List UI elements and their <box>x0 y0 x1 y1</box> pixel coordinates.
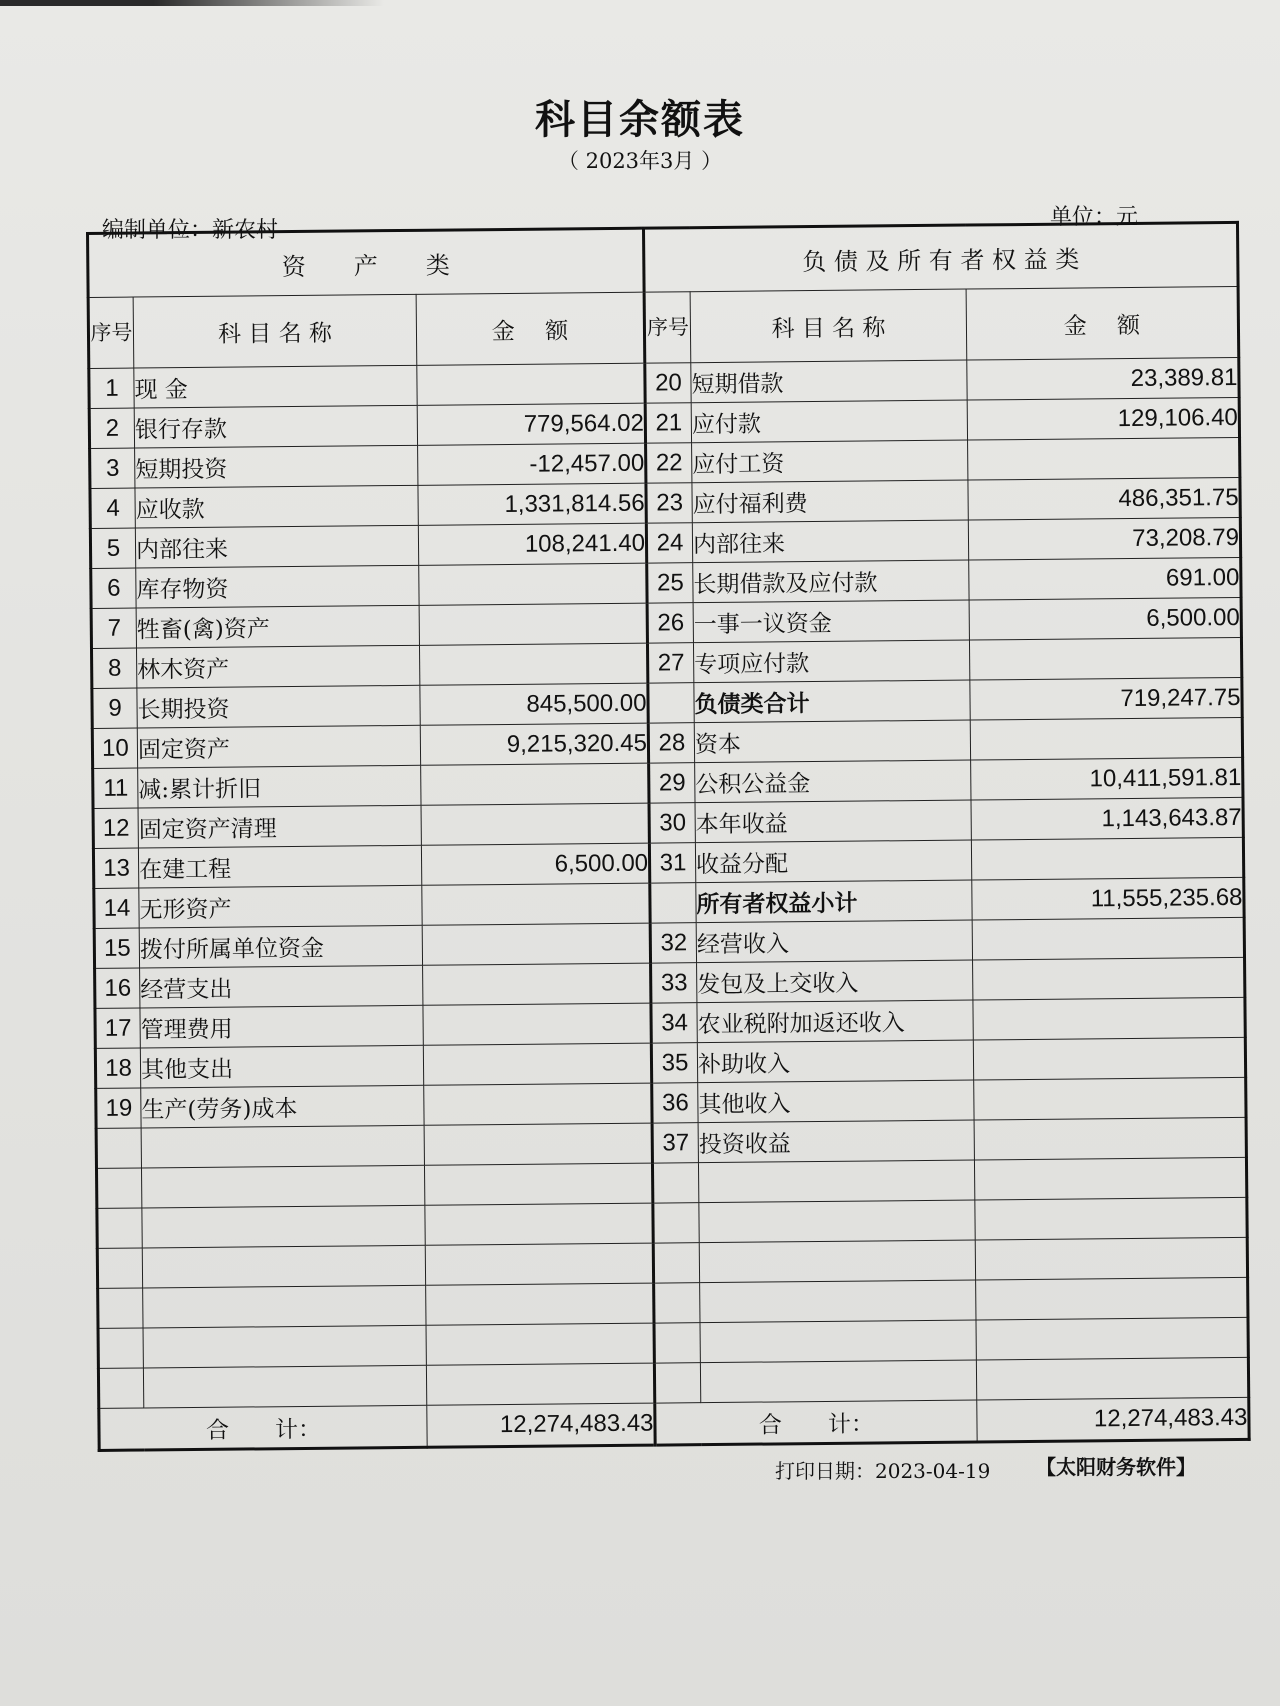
assets-seq-cell: 19 <box>96 1088 141 1128</box>
liabilities-name-cell: 内部往来 <box>692 520 968 563</box>
assets-name-cell <box>141 1165 424 1208</box>
liabilities-amount-cell <box>973 1037 1245 1080</box>
liabilities-amount-cell: 691.00 <box>969 557 1241 600</box>
currency-unit: 单位：元 <box>1050 205 1139 230</box>
assets-name-cell <box>142 1245 425 1288</box>
liabilities-amount-cell: 486,351.75 <box>968 477 1240 520</box>
liabilities-amount-cell: 10,411,591.81 <box>971 757 1243 800</box>
assets-seq-cell: 1 <box>89 368 134 408</box>
liabilities-name-cell <box>699 1200 975 1243</box>
software-name: 【太阳财务软件】 <box>1036 1455 1196 1479</box>
assets-name-cell <box>141 1125 424 1168</box>
assets-seq-cell <box>96 1128 141 1168</box>
assets-amount-cell <box>426 1323 654 1365</box>
assets-name-cell: 应收款 <box>135 485 418 528</box>
assets-amount-cell: 108,241.40 <box>418 523 646 565</box>
liabilities-seq-cell <box>653 1203 699 1243</box>
liabilities-name-cell: 应付款 <box>691 400 967 443</box>
liabilities-seq-cell: 23 <box>646 483 692 523</box>
liabilities-seq-cell: 27 <box>647 643 693 683</box>
assets-seq-cell: 7 <box>91 608 136 648</box>
liabilities-name-cell: 农业税附加返还收入 <box>697 1000 973 1043</box>
assets-amount-cell <box>419 603 647 645</box>
assets-name-cell: 固定资产清理 <box>138 805 421 848</box>
assets-seq-cell: 18 <box>95 1048 140 1088</box>
liabilities-amount-cell: 129,106.40 <box>967 397 1239 440</box>
liabilities-amount-cell <box>974 1157 1246 1200</box>
balance-sheet <box>86 221 1248 1464</box>
liabilities-amount-cell <box>969 637 1241 680</box>
assets-seq-cell: 13 <box>93 848 138 888</box>
assets-seq-cell: 17 <box>95 1008 140 1048</box>
liabilities-name-header: 科 目 名 称 <box>690 289 967 363</box>
liabilities-seq-cell: 37 <box>652 1123 698 1163</box>
assets-seq-cell: 11 <box>93 768 138 808</box>
liabilities-seq-cell: 32 <box>650 923 696 963</box>
assets-seq-cell <box>97 1208 142 1248</box>
assets-name-cell: 经营支出 <box>140 965 423 1008</box>
assets-name-cell: 在建工程 <box>138 845 421 888</box>
liabilities-amount-cell <box>976 1357 1248 1400</box>
liabilities-name-cell: 应付工资 <box>692 440 968 483</box>
assets-name-cell: 银行存款 <box>134 405 417 448</box>
assets-name-cell: 现 金 <box>134 365 417 408</box>
liabilities-seq-cell <box>653 1243 699 1283</box>
liabilities-seq-cell: 29 <box>649 763 695 803</box>
assets-group-header: 资 产 类 <box>88 228 645 297</box>
liabilities-seq-cell <box>648 683 694 723</box>
assets-name-cell: 长期投资 <box>137 685 420 728</box>
assets-name-cell: 其他支出 <box>140 1045 423 1088</box>
liabilities-seq-cell: 25 <box>647 563 693 603</box>
assets-amount-cell <box>426 1283 654 1325</box>
assets-amount-cell <box>419 643 647 685</box>
liabilities-seq-cell: 33 <box>651 963 697 1003</box>
assets-amount-cell <box>424 1083 652 1125</box>
assets-seq-cell: 12 <box>93 808 138 848</box>
assets-seq-cell <box>98 1368 143 1408</box>
assets-amount-cell <box>423 1043 651 1085</box>
liabilities-seq-cell: 26 <box>647 603 693 643</box>
liabilities-seq-cell <box>650 883 696 923</box>
assets-amount-cell <box>424 1163 652 1205</box>
assets-total-label: 合 计： <box>99 1405 427 1450</box>
liabilities-name-cell: 长期借款及应付款 <box>693 560 969 603</box>
assets-amount-cell: -12,457.00 <box>418 443 646 485</box>
liabilities-seq-cell: 31 <box>649 843 695 883</box>
liabilities-seq-cell: 22 <box>646 443 692 483</box>
assets-name-header: 科 目 名 称 <box>133 294 417 368</box>
liabilities-amount-cell: 11,555,235.68 <box>972 877 1244 920</box>
liabilities-amount-cell <box>971 837 1243 880</box>
liabilities-total-amount: 12,274,483.43 <box>977 1397 1249 1442</box>
assets-seq-cell <box>98 1288 143 1328</box>
liabilities-name-cell: 收益分配 <box>695 840 971 883</box>
assets-amount-cell: 779,564.02 <box>417 403 645 445</box>
liabilities-amount-cell <box>974 1077 1246 1120</box>
liabilities-seq-cell <box>654 1283 700 1323</box>
liabilities-amount-cell <box>968 437 1240 480</box>
document-title: 科目余额表 <box>535 97 745 143</box>
liabilities-seq-cell: 36 <box>652 1083 698 1123</box>
liabilities-name-cell: 短期借款 <box>691 360 967 403</box>
liabilities-name-cell <box>700 1320 976 1363</box>
assets-name-cell: 生产(劳务)成本 <box>141 1085 424 1128</box>
liabilities-amount-cell <box>976 1317 1248 1360</box>
liabilities-seq-cell: 21 <box>645 403 691 443</box>
assets-amount-cell <box>425 1203 653 1245</box>
assets-name-cell: 拨付所属单位资金 <box>139 925 422 968</box>
liabilities-name-cell: 应付福利费 <box>692 480 968 523</box>
compiling-unit: 编制单位：新农村 <box>102 218 279 243</box>
liabilities-name-cell <box>700 1360 976 1403</box>
assets-seq-cell <box>96 1168 141 1208</box>
assets-amount-cell <box>421 763 649 805</box>
assets-name-cell <box>142 1205 425 1248</box>
liabilities-amount-cell <box>973 997 1245 1040</box>
assets-amount-cell <box>424 1123 652 1165</box>
assets-seq-cell: 4 <box>90 488 135 528</box>
liabilities-name-cell: 一事一议资金 <box>693 600 969 643</box>
liabilities-seq-cell <box>654 1323 700 1363</box>
assets-seq-cell: 14 <box>94 888 139 928</box>
assets-seq-cell: 2 <box>89 408 134 448</box>
assets-seq-cell: 6 <box>91 568 136 608</box>
assets-total-amount: 12,274,483.43 <box>427 1403 655 1447</box>
liabilities-amount-cell: 73,208.79 <box>968 517 1240 560</box>
assets-seq-cell: 5 <box>90 528 135 568</box>
assets-amount-header: 金 额 <box>416 292 645 365</box>
liabilities-name-cell: 投资收益 <box>698 1120 974 1163</box>
assets-amount-cell <box>423 963 651 1005</box>
assets-amount-cell <box>417 363 645 405</box>
assets-amount-cell: 1,331,814.56 <box>418 483 646 525</box>
liabilities-name-cell: 本年收益 <box>695 800 971 843</box>
assets-seq-cell: 15 <box>94 928 139 968</box>
assets-seq-cell: 8 <box>91 648 136 688</box>
liabilities-amount-cell <box>975 1237 1247 1280</box>
report-period: （ 2023年3月 ） <box>557 149 723 173</box>
assets-amount-cell <box>421 803 649 845</box>
liabilities-name-cell <box>698 1160 974 1203</box>
assets-seq-cell: 16 <box>95 968 140 1008</box>
liabilities-name-cell <box>699 1240 975 1283</box>
liabilities-name-cell: 专项应付款 <box>693 640 969 683</box>
liabilities-name-cell: 资本 <box>694 720 970 763</box>
assets-amount-cell <box>426 1363 654 1405</box>
liabilities-seq-cell: 24 <box>646 523 692 563</box>
assets-amount-cell: 6,500.00 <box>421 843 649 885</box>
liabilities-name-cell: 经营收入 <box>696 920 972 963</box>
liabilities-amount-cell <box>974 1117 1246 1160</box>
assets-seq-cell <box>97 1248 142 1288</box>
liabilities-seq-header: 序号 <box>644 292 691 363</box>
liabilities-amount-cell: 1,143,643.87 <box>971 797 1243 840</box>
assets-name-cell <box>143 1365 426 1408</box>
assets-seq-cell: 9 <box>92 688 137 728</box>
assets-seq-cell <box>98 1328 143 1368</box>
balance-table <box>86 221 1251 1452</box>
liabilities-name-cell: 发包及上交收入 <box>697 960 973 1003</box>
liabilities-amount-cell <box>975 1197 1247 1240</box>
assets-name-cell: 库存物资 <box>136 565 419 608</box>
group-header-row <box>88 222 1239 297</box>
assets-seq-header: 序号 <box>88 297 134 368</box>
liabilities-total-label: 合 计： <box>655 1400 977 1445</box>
assets-amount-cell <box>422 923 650 965</box>
assets-name-cell: 管理费用 <box>140 1005 423 1048</box>
liabilities-name-cell: 公积公益金 <box>695 760 971 803</box>
liabilities-seq-cell: 34 <box>651 1003 697 1043</box>
liabilities-group-header: 负 债 及 所 有 者 权 益 类 <box>643 222 1238 292</box>
assets-amount-cell <box>425 1243 653 1285</box>
assets-amount-cell: 9,215,320.45 <box>420 723 648 765</box>
assets-name-cell: 固定资产 <box>137 725 420 768</box>
liabilities-name-cell: 补助收入 <box>697 1040 973 1083</box>
liabilities-seq-cell: 20 <box>645 363 691 403</box>
liabilities-name-cell: 所有者权益小计 <box>696 880 972 923</box>
liabilities-amount-cell <box>972 917 1244 960</box>
liabilities-amount-cell <box>973 957 1245 1000</box>
liabilities-amount-cell <box>976 1277 1248 1320</box>
assets-name-cell: 短期投资 <box>135 445 418 488</box>
assets-name-cell: 无形资产 <box>139 885 422 928</box>
liabilities-seq-cell: 35 <box>651 1043 697 1083</box>
liabilities-amount-cell: 719,247.75 <box>970 677 1242 720</box>
column-header-row <box>88 286 1239 368</box>
liabilities-amount-header: 金 额 <box>966 286 1239 360</box>
assets-amount-cell <box>419 563 647 605</box>
assets-name-cell: 牲畜(禽)资产 <box>136 605 419 648</box>
assets-seq-cell: 10 <box>92 728 137 768</box>
liabilities-amount-cell: 6,500.00 <box>969 597 1241 640</box>
assets-name-cell <box>143 1325 426 1368</box>
liabilities-name-cell: 负债类合计 <box>694 680 970 723</box>
assets-name-cell: 内部往来 <box>135 525 418 568</box>
print-date: 打印日期：2023-04-19 <box>775 1459 991 1483</box>
liabilities-name-cell: 其他收入 <box>698 1080 974 1123</box>
assets-seq-cell: 3 <box>90 448 135 488</box>
liabilities-amount-cell <box>970 717 1242 760</box>
assets-name-cell <box>143 1285 426 1328</box>
liabilities-seq-cell <box>652 1163 698 1203</box>
liabilities-seq-cell <box>654 1363 700 1403</box>
assets-amount-cell <box>423 1003 651 1045</box>
liabilities-name-cell <box>700 1280 976 1323</box>
liabilities-amount-cell: 23,389.81 <box>967 357 1239 400</box>
assets-amount-cell: 845,500.00 <box>420 683 648 725</box>
photo-edge-shadow <box>0 0 1280 6</box>
assets-name-cell: 减:累计折旧 <box>138 765 421 808</box>
liabilities-seq-cell: 28 <box>648 723 694 763</box>
assets-name-cell: 林木资产 <box>136 645 419 688</box>
liabilities-seq-cell: 30 <box>649 803 695 843</box>
assets-amount-cell <box>422 883 650 925</box>
